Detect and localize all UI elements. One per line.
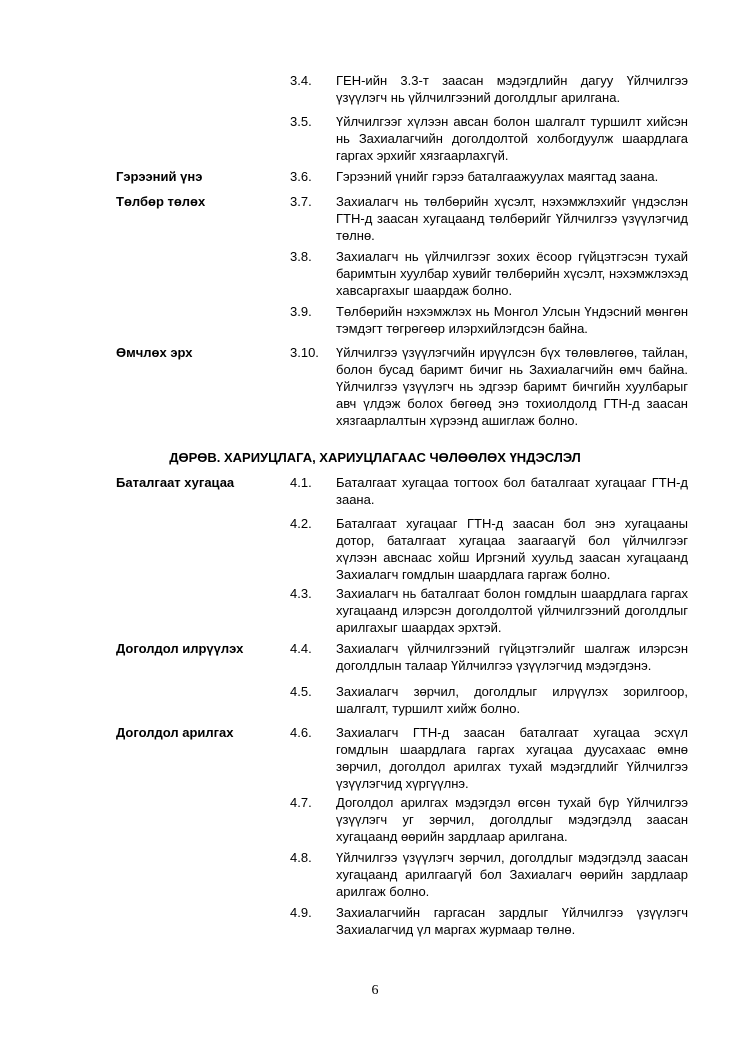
section-heading: ДӨРӨВ. ХАРИУЦЛАГА, ХАРИУЦЛАГААС ЧӨЛӨӨЛӨХ ҮНДЭСЛЭЛ (169, 450, 581, 465)
clause-number: 4.5. (290, 684, 312, 699)
clause-text: Гэрээний үнийг гэрээ баталгаажуулах маягтад заана. (336, 169, 659, 184)
clause-number: 3.7. (290, 194, 312, 209)
clause-text: Захиалагч нь баталгаат болон гомдлын шаардлага гаргах хугацаанд илэрсэн доголдолтой үйлчилгээний доголдлыг арилгахыг шаардах эрхтэй. (336, 586, 688, 635)
clause-text: Захиалагч ГТН-д заасан баталгаат хугацаа эсхүл гомдлын шаардлага гаргах хугацаа дуусахаас өмнө зөрчил, доголдол арилгах тухай мэдэгдлийг Үйлчилгээ үзүүлэгчид хүргүүлнэ. (336, 725, 688, 791)
side-heading: Доголдол арилгах (116, 725, 234, 740)
clause-number: 4.6. (290, 725, 312, 740)
clause-text: ГЕН-ийн 3.3-т заасан мэдэгдлийн дагуу Үйлчилгээ үзүүлэгч нь үйлчилгээний доголдлыг арилгана. (336, 73, 688, 105)
clause-number: 4.7. (290, 795, 312, 810)
side-heading: Доголдол илрүүлэх (116, 641, 244, 656)
clause-text: Захиалагч зөрчил, доголдлыг илрүүлэх зорилгоор, шалгалт, туршилт хийж болно. (336, 684, 688, 716)
clause-number: 3.5. (290, 114, 312, 129)
clause-number: 3.8. (290, 249, 312, 264)
clause-number: 3.4. (290, 73, 312, 88)
clause-number: 4.1. (290, 475, 312, 490)
clause-number: 4.4. (290, 641, 312, 656)
clause-text: Төлбөрийн нэхэмжлэх нь Монгол Улсын Үндэсний мөнгөн тэмдэгт төгрөгөөр илэрхийлэгдсэн байна. (336, 304, 688, 336)
clause-number: 4.3. (290, 586, 312, 601)
page-number: 6 (371, 983, 379, 998)
clause-number: 4.2. (290, 516, 312, 531)
clause-text: Үйлчилгээ үзүүлэгчийн ирүүлсэн бүх төлөвлөгөө, тайлан, болон бусад баримт бичиг нь Захиалагчийн өмч байна. Үйлчилгээ үзүүлэгч нь эдгээр баримт бичгийн хуулбарыг авч үлдэж болох бөгөөд энэ тохиолдолд ГТН-д заасан хязгаарлалтын хүрээнд ашиглаж болно. (336, 345, 688, 428)
clause-number: 3.6. (290, 169, 312, 184)
clause-number: 4.9. (290, 905, 312, 920)
side-heading: Төлбөр төлөх (116, 194, 206, 209)
clause-text: Үйлчилгээг хүлээн авсан болон шалгалт туршилт хийсэн нь Захиалагчийн доголдолтой холбогдуулж шаардлага гаргах эрхийг хязгаарлахгүй. (336, 114, 688, 163)
side-heading: Гэрээний үнэ (116, 169, 203, 184)
side-heading: Баталгаат хугацаа (116, 475, 235, 490)
clause-text: Үйлчилгээ үзүүлэгч зөрчил, доголдлыг мэдэгдэлд заасан хугацаанд арилгаагүй бол Захиалагч өөрийн зардлаар арилгаж болно. (336, 850, 688, 899)
clause-number: 4.8. (290, 850, 312, 865)
clause-text: Захиалагч нь төлбөрийн хүсэлт, нэхэмжлэхийг үндэслэн ГТН-д заасан хугацаанд төлбөрийг Үйлчилгээ үзүүлэгчид төлнө. (336, 194, 688, 243)
clause-number: 3.10. (290, 345, 319, 360)
clause-number: 3.9. (290, 304, 312, 319)
clause-text: Доголдол арилгах мэдэгдэл өгсөн тухай бүр Үйлчилгээ үзүүлэгч уг зөрчил, доголдлыг мэдэгдэлд заасан хугацаанд өөрийн зардлаар арилгана. (336, 795, 688, 844)
clause-text: Захиалагч үйлчилгээний гүйцэтгэлийг шалгаж илэрсэн доголдлын талаар Үйлчилгээ үзүүлэгчид мэдэгдэнэ. (336, 641, 688, 673)
clause-text: Баталгаат хугацаа тогтоох бол баталгаат хугацааг ГТН-д заана. (336, 475, 688, 507)
clause-text: Захиалагчийн гаргасан зардлыг Үйлчилгээ үзүүлэгч Захиалагчид үл маргах журмаар төлнө. (336, 905, 688, 937)
clause-text: Захиалагч нь үйлчилгээг зохих ёсоор гүйцэтгэсэн тухай баримтын хуулбар хувийг төлбөрийн хүсэлт, нэхэмжлэхэд хавсаргахыг шаардаж болно. (336, 249, 688, 298)
side-heading: Өмчлөх эрх (116, 345, 193, 360)
clause-text: Баталгаат хугацааг ГТН-д заасан бол энэ хугацааны дотор, баталгаат хугацаа заагаагүй бол үйлчилгээг хүлээн авснаас хойш Иргэний хуульд заасан хугацаанд Захиалагч гомдлын шаардлага гаргаж болно. (336, 516, 688, 582)
